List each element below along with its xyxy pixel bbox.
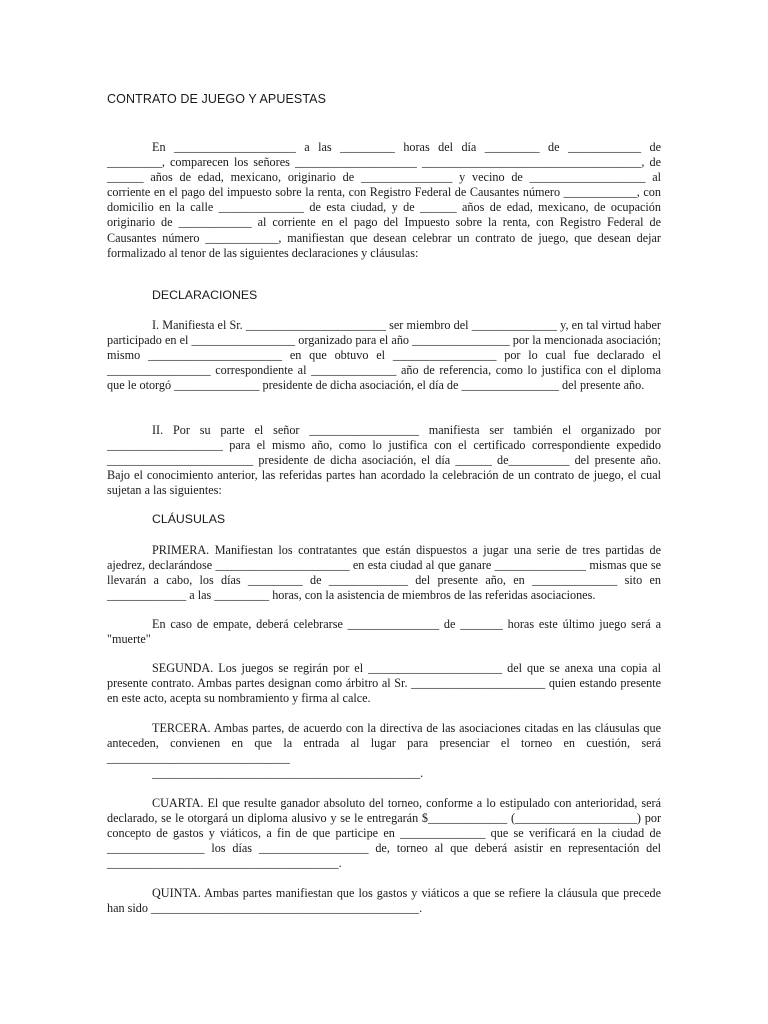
clausula-primera: PRIMERA. Manifiestan los contratantes que están dispuestos a jugar una serie de tres partidas de ajedrez, declarándose ______________________ en esta ciudad al que ganare _______________ mismas que se llevarán a cabo, los días _________ de _____________ del presente año, en ______________ sito en _____________ a las _________ horas, con la asistencia de miembros de las referidas asociaciones. [107,543,661,603]
clausula-quinta: QUINTA. Ambas partes manifiestan que los gastos y viáticos a que se refiere la cláusula que precede han sido ____________________________________________. [107,886,661,916]
clausulas-heading: CLÁUSULAS [152,512,226,526]
clausula-segunda: SEGUNDA. Los juegos se regirán por el ______________________ del que se anexa una copia al presente contrato. Ambas partes designan como árbitro al Sr. ______________________ quien estando presente en este acto, acepta su nombramiento y firma al calce. [107,661,661,706]
declaracion-2: II. Por su parte el señor __________________ manifiesta ser también el organizado por ___________________ para el mismo año, como lo justifica con el certificado correspondiente expedido ________________________ presidente de dicha asociación, el día ______ de__________ del presente año. Bajo el conocimiento anterior, las referidas partes han acordado la celebración de un contrato de juego, el cual sujetan a las siguientes: [107,423,661,498]
clausula-empate: En caso de empate, deberá celebrarse _______________ de _______ horas este último juego será a "muerte" [107,617,661,647]
clausula-cuarta: CUARTA. El que resulte ganador absoluto del torneo, conforme a lo estipulado con anterioridad, será declarado, se le otorgará un diploma alusivo y se le entregarán $_____________ (____________________) por concepto de gastos y viáticos, a fin de que participe en ______________ que se verificará en la ciudad de ________________ los días __________________ de, torneo al que deberá asistir en representación del ______________________________________. [107,796,661,871]
declaracion-1: I. Manifiesta el Sr. _______________________ ser miembro del ______________ y, en tal virtud haber participado en el _________________ organizado para el año ________________ por la mencionada asociación; mismo ______________________ en que obtuvo el _________________ por lo cual fue declarado el _________________ correspondiente al ______________ año de referencia, como lo justifica con el diploma que le otorgó ______________ presidente de dicha asociación, el día de ________________ del presente año. [107,318,661,393]
clausula-tercera-continuation: ____________________________________________. [152,766,424,780]
document-title: CONTRATO DE JUEGO Y APUESTAS [107,92,327,106]
intro-paragraph: En ____________________ a las _________ horas del día _________ de ____________ de _________, comparecen los señores ____________________ ____________________________________, de ______ años de edad, mexicano, originario de _______________ y vecino de ___________________ al corriente en el pago del impuesto sobre la renta, con Registro Federal de Causantes número ____________, con domicilio en la calle ______________ de esta ciudad, y de ______ años de edad, mexicano, de ocupación originario de ____________ al corriente en el pago del Impuesto sobre la renta, con Registro Federal de Causantes número ____________, manifiestan que desean celebrar un contrato de juego, que desean dejar formalizado al tenor de las siguientes declaraciones y cláusulas: [107,140,661,260]
declaraciones-heading: DECLARACIONES [152,288,258,302]
clausula-tercera: TERCERA. Ambas partes, de acuerdo con la directiva de las asociaciones citadas en las cláusulas que anteceden, convienen en que la entrada al lugar para presenciar el torneo en cuestión, será ______________________________ [107,721,661,766]
